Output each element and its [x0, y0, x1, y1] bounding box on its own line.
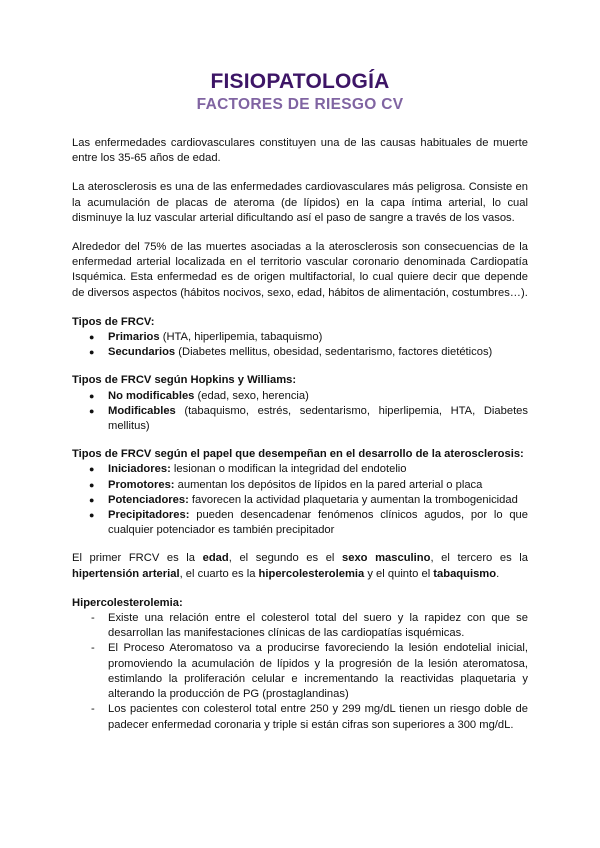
orden-term: sexo masculino — [342, 552, 431, 565]
list-item: - El Proceso Ateromatoso va a producirse favoreciendo la lesión endotelial inicial, promoviendo la acumulación de lípidos y la progresión de la lesión ateromatosa, estimlando la proliferación celular e incrementando la reactividas plaquetaria y alterando la producción de PG (prostaglandinas) — [72, 641, 528, 702]
list-item — [72, 404, 528, 434]
list-item-text: lesionan o modifican la integridad del endotelio — [170, 463, 407, 476]
list-item-term: Modificables — [108, 404, 176, 417]
hipercolesterolemia-list — [72, 611, 528, 733]
orden-text: , el tercero es la — [430, 552, 529, 565]
intro-paragraph: Las enfermedades cardiovasculares constituyen una de las causas habituales de muerte entre los 35-65 años de edad. — [72, 137, 528, 165]
list-item — [72, 493, 528, 508]
list-item — [72, 462, 528, 477]
document-subtitle: FACTORES DE RIESGO CV — [196, 96, 404, 113]
list-item — [72, 330, 528, 345]
list-item — [72, 478, 528, 493]
hopkins-heading: Tipos de FRCV según Hopkins y Williams: — [72, 374, 297, 387]
list-item-term: Potenciadores: — [108, 493, 189, 506]
list-item-text: aumentan los depósitos de lípidos en la pared arterial o placa — [174, 478, 483, 491]
orden-text: , el segundo es el — [228, 552, 343, 565]
list-item-text: (edad, sexo, herencia) — [194, 389, 309, 402]
list-item — [72, 345, 528, 360]
list-item-text: favorecen la actividad plaquetaria y aumentan la trombogenicidad — [188, 493, 518, 506]
orden-text: y el quinto el — [364, 567, 434, 580]
document-body — [72, 136, 528, 733]
list-item-term: Iniciadores: — [108, 463, 171, 476]
list-item: - Existe una relación entre el colesterol total del suero y la rapidez con que se desarrollan las manifestaciones clínicas de las cardiopatías isquémicas. — [72, 611, 528, 641]
orden-term: tabaquismo — [433, 567, 497, 580]
orden-text: El primer FRCV es la — [72, 552, 203, 565]
list-item-term: No modificables — [108, 389, 195, 402]
list-item — [72, 389, 528, 404]
hopkins-list — [72, 389, 528, 435]
papel-list — [72, 462, 528, 538]
list-item-term: Precipitadores: — [108, 509, 190, 522]
orden-text: . — [496, 567, 500, 580]
hipercolesterolemia-heading: Hipercolesterolemia: — [72, 596, 183, 609]
list-item-term: Primarios — [108, 331, 160, 344]
papel-heading: Tipos de FRCV según el papel que desempeñan en el desarrollo de la aterosclerosis: — [72, 448, 524, 461]
tipos-list — [72, 330, 528, 360]
list-item-text: (Diabetes mellitus, obesidad, sedentarismo, factores dietéticos) — [175, 346, 493, 359]
orden-text: , el cuarto es la — [179, 567, 259, 580]
aterosclerosis-paragraph: La aterosclerosis es una de las enfermedades cardiovasculares más peligrosa. Consiste en la acumulación de placas de ateroma (de lípidos) en la capa íntima arterial, lo cual disminuye la luz vascular arterial dificultando así el paso de sangre a través de los vasos. — [72, 181, 528, 224]
list-item-term: Promotores: — [108, 478, 175, 491]
list-item-text: pueden desencadenar fenómenos clínicos agudos, por lo que cualquier potenciador es también precipitador — [108, 509, 528, 537]
tipos-heading: Tipos de FRCV: — [72, 315, 155, 328]
orden-term: edad — [202, 552, 229, 565]
document-title: FISIOPATOLOGÍA — [210, 70, 390, 93]
cardiopatia-paragraph: Alrededor del 75% de las muertes asociadas a la aterosclerosis son consecuencias de la enfermedad arterial localizada en el territorio vascular coronario denominada Cardiopatía Isquémica. Esta enfermedad es de origen multifactorial, lo cual quiere decir que depende de diversos aspectos (hábitos nocivos, sexo, edad, hábitos de alimentación, costumbres…). — [72, 241, 528, 299]
list-item-term: Secundarios — [108, 346, 176, 359]
list-item: - Los pacientes con colesterol total entre 250 y 299 mg/dL tienen un riesgo doble de padecer enfermedad coronaria y triple si están cifras son superiores a 300 mg/dL. — [72, 702, 528, 732]
orden-term: hipertensión arterial — [72, 567, 180, 580]
orden-paragraph — [72, 551, 528, 581]
list-item-text: (tabaquismo, estrés, sedentarismo, hiperlipemia, HTA, Diabetes mellitus) — [108, 404, 528, 433]
orden-term: hipercolesterolemia — [258, 567, 365, 580]
list-item-text: (HTA, hiperlipemia, tabaquismo) — [159, 331, 323, 344]
list-item — [72, 508, 528, 538]
